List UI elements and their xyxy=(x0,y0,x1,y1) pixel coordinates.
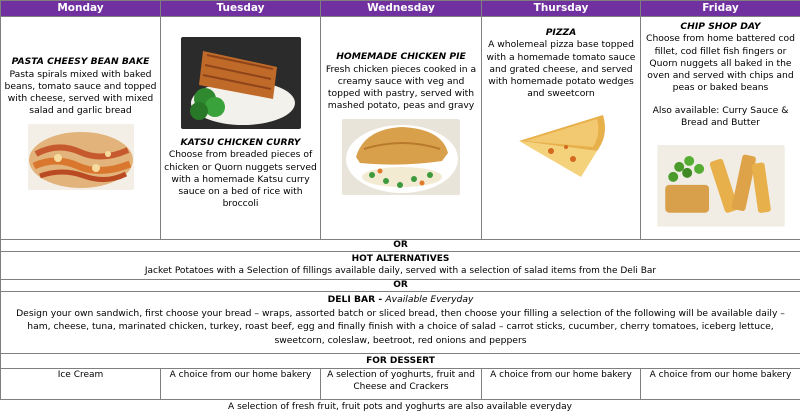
dessert-title: FOR DESSERT xyxy=(1,354,800,369)
or-label-2: OR xyxy=(1,280,800,292)
deli-bar-subtitle: Available Everyday xyxy=(385,294,474,305)
friday-meal-title: CHIP SHOP DAY xyxy=(680,21,761,32)
dessert-friday: A choice from our home bakery xyxy=(641,369,800,400)
chicken-pie-image xyxy=(342,119,460,195)
pasta-bake-image xyxy=(28,124,134,190)
friday-meal xyxy=(641,17,800,240)
day-header-thursday: Thursday xyxy=(482,1,641,17)
deli-bar-title: DELI BAR - xyxy=(327,294,386,305)
meals-row xyxy=(1,17,800,240)
dessert-monday: Ice Cream xyxy=(1,369,161,400)
thursday-meal xyxy=(482,17,641,240)
monday-meal-title: PASTA CHEESY BEAN BAKE xyxy=(11,56,150,68)
dessert-row xyxy=(1,369,800,400)
or-row-1 xyxy=(1,240,800,252)
dessert-tuesday: A choice from our home bakery xyxy=(161,369,321,400)
or-label-1: OR xyxy=(1,240,800,252)
day-header-tuesday: Tuesday xyxy=(161,1,321,17)
fish-chips-image xyxy=(657,145,785,227)
thursday-meal-title: PIZZA xyxy=(545,27,577,38)
deli-bar-description: Design your own sandwich, first choose your bread – wraps, assorted batch or sliced bread, then choose your filling a selection of the following will be available daily – ham, cheese, tuna, marinated chicken, turkey, roast beef, egg and finally finish with a choice of salad – carrot sticks, cucumber, cherry tomatoes, iceberg lettuce, sweetcorn, coleslaw, beetroot, red onions and peppers xyxy=(16,307,785,346)
katsu-curry-image xyxy=(181,37,301,129)
day-header-row xyxy=(1,1,800,17)
friday-meal-description: Choose from home battered cod fillet, cod fillet fish fingers or Quorn nuggets all baked in the oven and served with chips and peas or baked beans xyxy=(646,33,795,94)
footer-note: A selection of fresh fruit, fruit pots and yoghurts are also available everyday xyxy=(228,402,572,413)
tuesday-meal xyxy=(161,17,321,240)
hot-alternatives-title: HOT ALTERNATIVES xyxy=(351,254,450,264)
dessert-wednesday: A selection of yoghurts, fruit and Cheese and Crackers xyxy=(321,369,482,400)
deli-bar-row xyxy=(1,292,800,354)
or-row-2 xyxy=(1,280,800,292)
wednesday-meal-description: Fresh chicken pieces cooked in a creamy sauce with veg and topped with pastry, served with mashed potato, peas and gravy xyxy=(325,63,477,112)
wednesday-meal xyxy=(321,17,482,240)
day-header-friday: Friday xyxy=(641,1,800,17)
wednesday-meal-title: HOMEMADE CHICKEN PIE xyxy=(336,51,466,63)
day-header-monday: Monday xyxy=(1,1,161,17)
friday-also-available: Also available: Curry Sauce & Bread and Butter xyxy=(652,104,789,129)
dessert-title-row xyxy=(1,354,800,369)
tuesday-meal-title: KATSU CHICKEN CURRY xyxy=(180,137,301,148)
pizza-slice-image xyxy=(511,111,611,183)
monday-meal xyxy=(1,17,161,240)
monday-meal-description: Pasta spirals mixed with baked beans, tomato sauce and topped with cheese, served with mixed salad and garlic bread xyxy=(4,68,157,117)
hot-alternatives-row xyxy=(1,252,800,280)
thursday-meal-description: A wholemeal pizza base topped with a homemade tomato sauce and grated cheese, and served with homemade potato wedges and sweetcorn xyxy=(486,39,636,100)
tuesday-meal-description: Choose from breaded pieces of chicken or Quorn nuggets served with a homemade Katsu curry sauce on a bed of rice with broccoli xyxy=(164,149,317,210)
hot-alternatives-description: Jacket Potatoes with a Selection of fillings available daily, served with a selection of salad items from the Deli Bar xyxy=(144,266,657,276)
dessert-thursday: A choice from our home bakery xyxy=(482,369,641,400)
day-header-wednesday: Wednesday xyxy=(321,1,482,17)
